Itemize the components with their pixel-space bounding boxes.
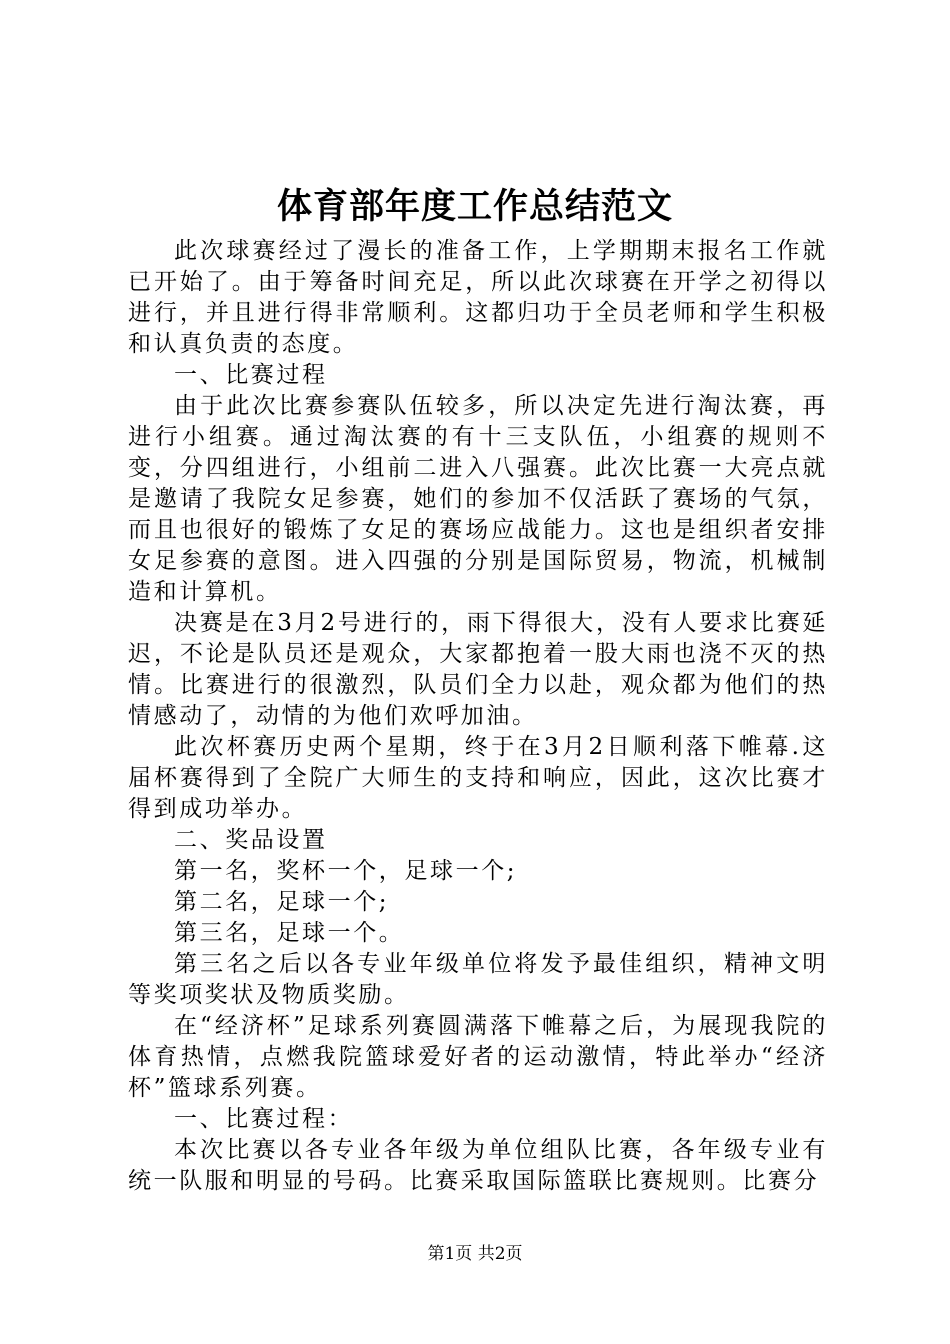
paragraph: 本次比赛以各专业各年级为单位组队比赛，各年级专业有统一队服和明显的号码。比赛采取国际篮联比赛规则。比赛分 xyxy=(128,1137,828,1194)
paragraph: 由于此次比赛参赛队伍较多，所以决定先进行淘汰赛，再进行小组赛。通过淘汰赛的有十三支队伍，小组赛的规则不变，分四组进行，小组前二进入八强赛。此次比赛一大亮点就是邀请了我院女足参赛，她们的参加不仅活跃了赛场的气氛，而且也很好的锻炼了女足的赛场应战能力。这也是组织者安排女足参赛的意图。进入四强的分别是国际贸易，物流，机械制造和计算机。 xyxy=(128,393,828,605)
paragraph: 决赛是在3月2号进行的，雨下得很大，没有人要求比赛延迟，不论是队员还是观众，大家都抱着一股大雨也浇不灭的热情。比赛进行的很激烈，队员们全力以赴，观众都为他们的热情感动了，动情的为他们欢呼加油。 xyxy=(128,610,828,729)
list-item: 第三名，足球一个。 xyxy=(174,920,405,946)
paragraph: 此次杯赛历史两个星期，终于在3月2日顺利落下帷幕.这届杯赛得到了全院广大师生的支持和响应，因此，这次比赛才得到成功举办。 xyxy=(128,734,828,822)
section-heading: 一、比赛过程： xyxy=(174,1106,354,1132)
list-item: 第二名，足球一个; xyxy=(174,889,390,915)
page-footer: 第1页 共2页 xyxy=(427,1244,523,1264)
paragraph: 此次球赛经过了漫长的准备工作，上学期期末报名工作就已开始了。由于筹备时间充足，所以此次球赛在开学之初得以进行，并且进行得非常顺利。这都归功于全员老师和学生积极和认真负责的态度。 xyxy=(128,238,828,357)
section-heading: 二、奖品设置 xyxy=(174,827,328,853)
section-heading: 一、比赛过程 xyxy=(174,362,328,388)
document-body xyxy=(128,236,828,1197)
list-item: 第一名，奖杯一个，足球一个; xyxy=(174,858,518,884)
document-title: 体育部年度工作总结范文 xyxy=(276,186,673,227)
paragraph: 在“经济杯”足球系列赛圆满落下帷幕之后，为展现我院的体育热情，点燃我院篮球爱好者的运动激情，特此举办“经济杯”篮球系列赛。 xyxy=(128,1013,828,1101)
paragraph: 第三名之后以各专业年级单位将发予最佳组织，精神文明等奖项奖状及物质奖励。 xyxy=(128,951,828,1008)
